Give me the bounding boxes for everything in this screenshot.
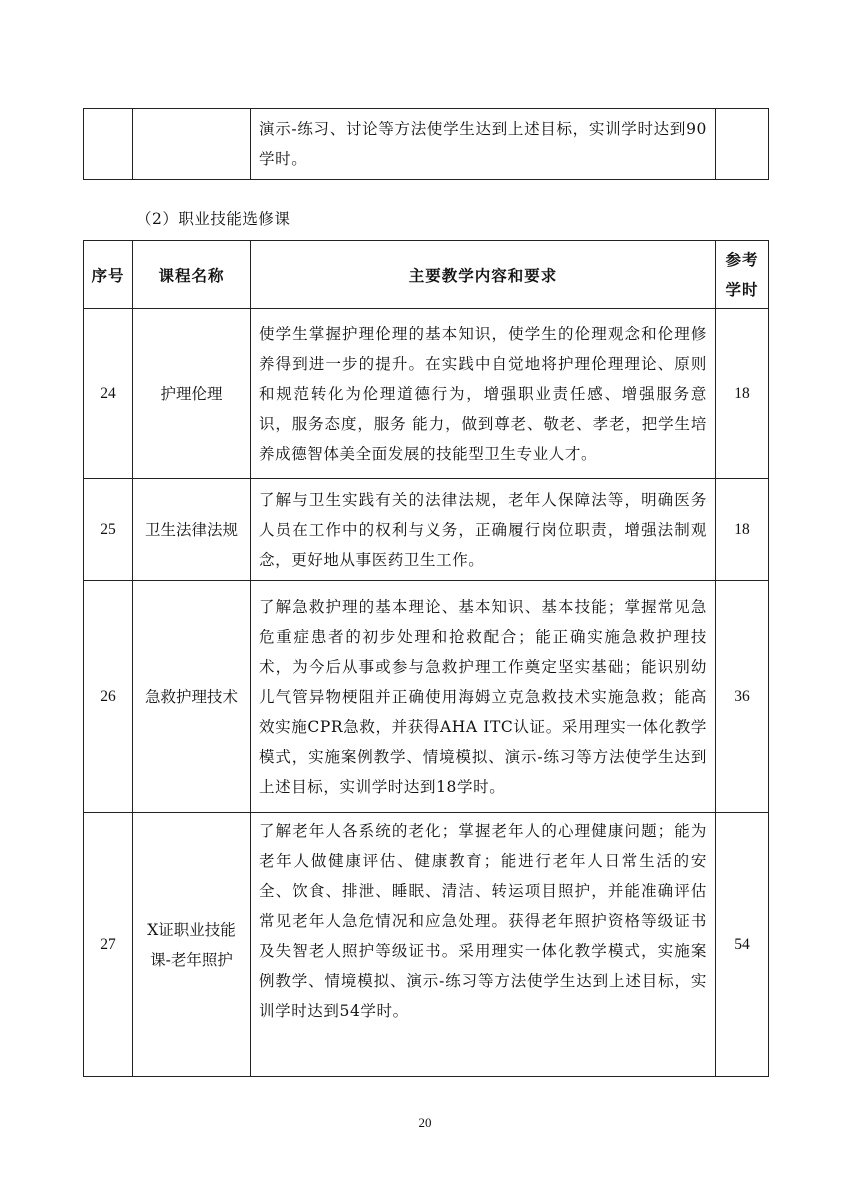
course-name: 卫生法律法规 bbox=[133, 479, 251, 581]
header-hours: 参考学时 bbox=[716, 241, 769, 309]
content-cell: 演示-练习、讨论等方法使学生达到上述目标，实训学时达到90学时。 bbox=[251, 109, 716, 180]
row-number: 26 bbox=[84, 581, 133, 813]
number-cell bbox=[84, 109, 133, 180]
course-name: 急救护理技术 bbox=[133, 581, 251, 813]
table-row bbox=[84, 813, 769, 1077]
header-course-name: 课程名称 bbox=[133, 241, 251, 309]
course-hours: 54 bbox=[716, 813, 769, 1077]
course-hours: 36 bbox=[716, 581, 769, 813]
table-row bbox=[84, 109, 769, 180]
course-name: 护理伦理 bbox=[133, 309, 251, 479]
course-name: X证职业技能课-老年照护 bbox=[133, 813, 251, 1077]
continued-table bbox=[83, 108, 769, 180]
course-hours: 18 bbox=[716, 309, 769, 479]
course-content: 使学生掌握护理伦理的基本知识，使学生的伦理观念和伦理修养得到进一步的提升。在实践中自觉地将护理伦理理论、原则和规范转化为伦理道德行为，增强职业责任感、增强服务意识，服务态度，服务 能力，做到尊老、敬老、孝老，把学生培养成德智体美全面发展的技能型卫生专业人才。 bbox=[251, 309, 716, 479]
table-row bbox=[84, 479, 769, 581]
page-number: 20 bbox=[418, 1115, 432, 1130]
table-header-row bbox=[84, 241, 769, 309]
section-heading: （2）职业技能选修课 bbox=[136, 210, 291, 228]
course-content: 了解与卫生实践有关的法律法规，老年人保障法等，明确医务人员在工作中的权利与义务，正确履行岗位职责，增强法制观念，更好地从事医药卫生工作。 bbox=[251, 479, 716, 581]
header-number: 序号 bbox=[84, 241, 133, 309]
header-content: 主要教学内容和要求 bbox=[251, 241, 716, 309]
course-content: 了解急救护理的基本理论、基本知识、基本技能；掌握常见急危重症患者的初步处理和抢救配合；能正确实施急救护理技术，为今后从事或参与急救护理工作奠定坚实基础；能识别幼儿气管异物梗阻并正确使用海姆立克急救技术实施急救；能高效实施CPR急救，并获得AHA ITC认证。采用理实一体化教学模式，实施案例教学、情境模拟、演示-练习等方法使学生达到上述目标，实训学时达到18学时。 bbox=[251, 581, 716, 813]
row-number: 25 bbox=[84, 479, 133, 581]
table-row bbox=[84, 581, 769, 813]
table-row bbox=[84, 309, 769, 479]
row-number: 24 bbox=[84, 309, 133, 479]
course-name-cell bbox=[133, 109, 251, 180]
elective-course-table bbox=[83, 240, 769, 1077]
row-number: 27 bbox=[84, 813, 133, 1077]
course-hours: 18 bbox=[716, 479, 769, 581]
hours-cell bbox=[716, 109, 769, 180]
course-content: 了解老年人各系统的老化；掌握老年人的心理健康问题；能为老年人做健康评估、健康教育；能进行老年人日常生活的安全、饮食、排泄、睡眠、清洁、转运项目照护，并能准确评估常见老年人急危情况和应急处理。获得老年照护资格等级证书及失智老人照护等级证书。采用理实一体化教学模式，实施案例教学、情境模拟、演示-练习等方法使学生达到上述目标，实训学时达到54学时。 bbox=[251, 813, 716, 1077]
